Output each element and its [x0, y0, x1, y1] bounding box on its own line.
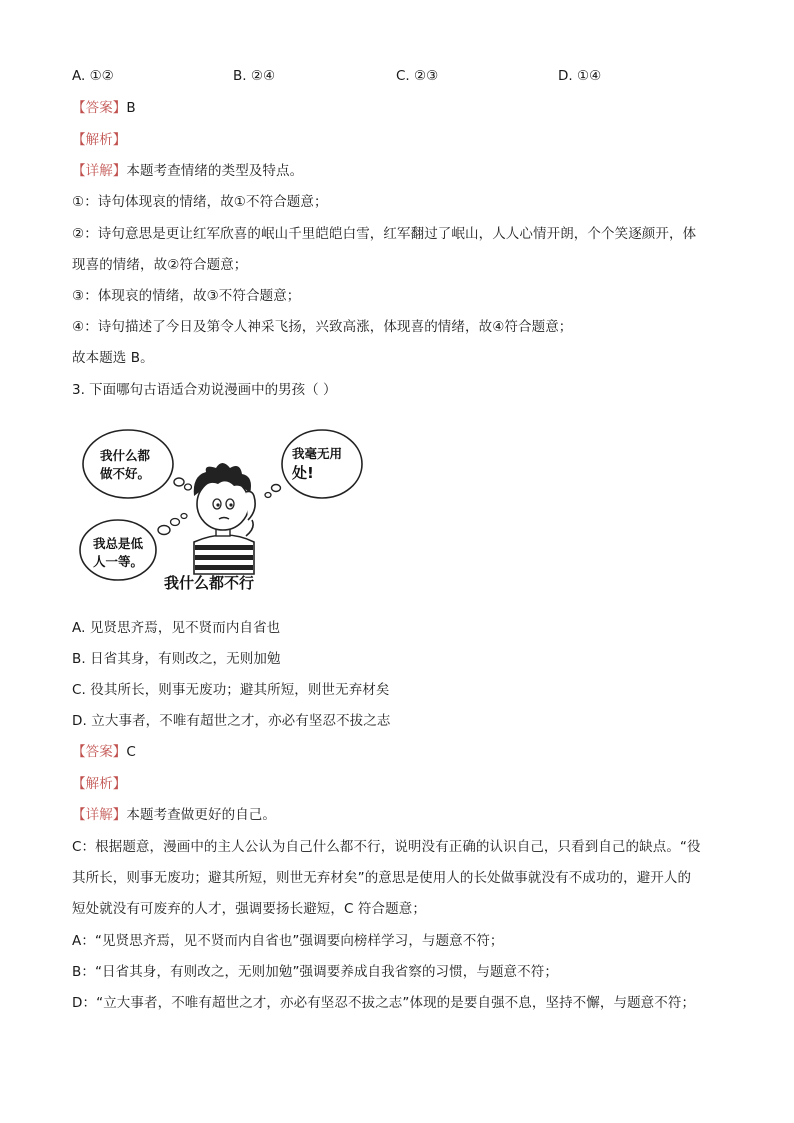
q3-option-c: C. 役其所长，则事无废功；避其所短，则世无弃材矣 [72, 682, 390, 698]
q3-answer-value: C [126, 744, 136, 760]
q3-option-d: D. 立大事者，不唯有超世之才，亦必有坚忍不拔之志 [72, 713, 391, 729]
bubble-right-line1: 我毫无用 [292, 446, 343, 461]
q3-option-b: B. 日省其身，有则改之，无则加勉 [72, 651, 281, 667]
bubble-left-top-line2: 做不好。 [100, 466, 151, 481]
q2-answer-line [72, 98, 136, 118]
q2-option-a: A. ①② [72, 68, 114, 84]
thought-bubble-left-top [83, 430, 173, 498]
q3-explain-c2: 其所长，则事无废功；避其所短，则世无弃材矣”的意思是使用人的长处做事就没有不成功的，避开人的 [72, 870, 692, 886]
bubble-right-line2: 处! [292, 464, 314, 482]
q3-detail-line: 【详解】本题考查做更好的自己。 [72, 807, 277, 823]
q2-option-b: B. ②④ [233, 68, 276, 84]
q2-explain-2b: 现喜的情绪，故②符合题意； [72, 257, 248, 273]
q2-explain-3: ③：体现哀的情绪，故③不符合题意； [72, 288, 301, 304]
q2-explain-1: ①：诗句体现哀的情绪，故①不符合题意； [72, 194, 328, 210]
q3-explain-a: A：“见贤思齐焉，见不贤而内自省也”强调要向榜样学习，与题意不符； [72, 933, 504, 949]
q3-explain-b: B：“日省其身，有则改之，无则加勉”强调要养成自我省察的习惯，与题意不符； [72, 964, 558, 980]
q3-analysis-tag: 【解析】 [72, 776, 127, 792]
answer-tag: 【答案】 [72, 100, 127, 116]
q2-explain-2: ②：诗句意思是更让红军欣喜的岷山千里皑皑白雪，红军翻过了岷山，人人心情开朗，个个笑逐颜开，体 [72, 226, 697, 242]
bubble-left-bottom-line2: 人一等。 [93, 554, 144, 569]
boy-figure [194, 463, 255, 574]
bubble-left-bottom-line1: 我总是低 [93, 536, 144, 551]
bubble-left-top-line1: 我什么都 [100, 448, 151, 463]
answer-tag: 【答案】 [72, 744, 127, 760]
q3-question: 3. 下面哪句古语适合劝说漫画中的男孩（ ） [72, 382, 337, 398]
cartoon-caption: 我什么都不行 [164, 574, 255, 592]
q2-analysis-tag: 【解析】 [72, 132, 127, 148]
q3-explain-c3: 短处就没有可废弃的人才，强调要扬长避短，C 符合题意； [72, 901, 426, 917]
q2-option-c: C. ②③ [396, 68, 439, 84]
q2-explain-4: ④：诗句描述了今日及第令人神采飞扬，兴致高涨，体现喜的情绪，故④符合题意； [72, 319, 573, 335]
q2-conclusion: 故本题选 B。 [72, 350, 154, 366]
detail-tag: 【详解】 [72, 807, 127, 823]
q3-explain-c1: C：根据题意，漫画中的主人公认为自己什么都不行，说明没有正确的认识自己，只看到自己的缺点。“役 [72, 839, 701, 855]
q3-explain-d: D：“立大事者，不唯有超世之才，亦必有坚忍不拔之志”体现的是要自强不息，坚持不懈，与题意不符； [72, 995, 696, 1011]
detail-tag: 【详解】 [72, 163, 127, 179]
q3-answer-line [72, 742, 136, 762]
q2-detail-line: 【详解】本题考查情绪的类型及特点。 [72, 163, 304, 179]
q3-option-a: A. 见贤思齐焉，见不贤而内自省也 [72, 620, 281, 636]
cartoon-illustration [76, 424, 376, 596]
q2-option-d: D. ①④ [558, 68, 602, 84]
q2-answer-value: B [126, 100, 136, 116]
